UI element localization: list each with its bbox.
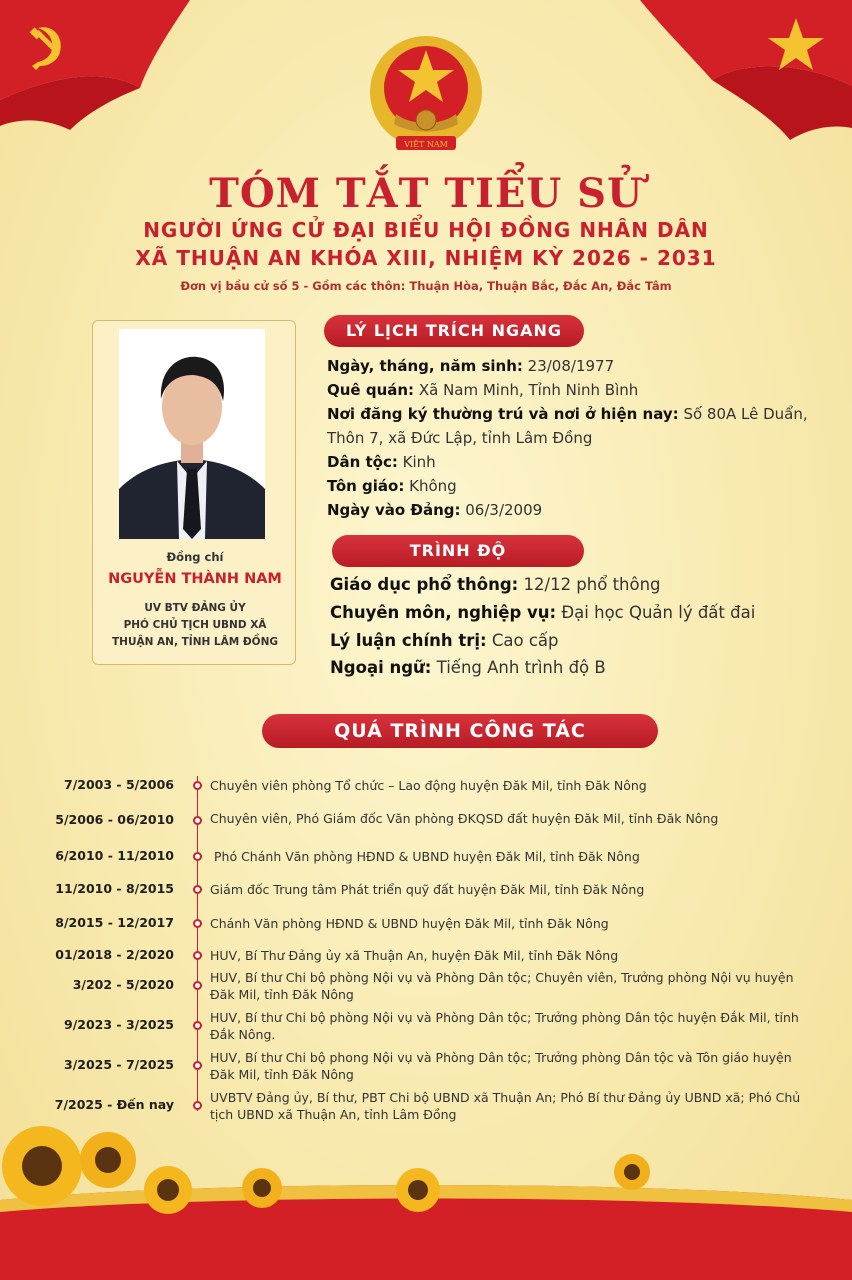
subtitle-line-1: NGƯỜI ỨNG CỬ ĐẠI BIỂU HỘI ĐỒNG NHÂN DÂN	[143, 218, 709, 242]
national-emblem-icon	[366, 36, 486, 158]
timeline-description: HUV, Bí Thư Đảng ủy xã Thuận An, huyện Đăk Mil, tỉnh Đăk Nông	[210, 948, 619, 963]
timeline-dot-icon	[193, 852, 202, 861]
timeline-period: 7/2003 - 5/2006	[64, 777, 174, 792]
position-line: THUẬN AN, TỈNH LÂM ĐỒNG	[112, 636, 278, 648]
position-line: PHÓ CHỦ TỊCH UBND XÃ	[123, 619, 267, 631]
timeline-period: 6/2010 - 11/2010	[55, 848, 174, 863]
candidate-photo	[119, 329, 265, 539]
general-education-value: 12/12 phổ thông	[523, 575, 661, 594]
timeline-dot-icon	[193, 981, 202, 990]
candidate-name: NGUYỄN THÀNH NAM	[108, 571, 282, 587]
sunflower-icon	[396, 1168, 440, 1212]
general-education-label: Giáo dục phổ thông:	[330, 575, 519, 594]
timeline-period: 7/2025 - Đến nay	[54, 1097, 174, 1112]
electoral-unit: Đơn vị bầu cử số 5 - Gồm các thôn: Thuận Hòa, Thuận Bắc, Đắc An, Đắc Tâm	[180, 279, 672, 293]
hometown-value: Xã Nam Minh, Tỉnh Ninh Bình	[418, 381, 639, 399]
candidate-salutation: Đồng chí	[166, 550, 224, 564]
timeline-description: HUV, Bí thư Chi bộ phong Nội vụ và Phòng Dân tộc; Trưởng phòng Dân tộc và Tôn giáo huyện Đăk Mil, tỉnh Đăk Nông	[210, 1050, 792, 1082]
political-theory-row	[330, 629, 559, 653]
career-section-title: QUÁ TRÌNH CÔNG TÁC	[262, 714, 658, 748]
timeline-dot-icon	[193, 919, 202, 928]
party-date-row	[327, 498, 542, 522]
religion-row	[327, 474, 457, 498]
portrait-illustration	[119, 329, 265, 539]
birth-date-label: Ngày, tháng, năm sinh:	[327, 357, 523, 375]
timeline-dot-icon	[193, 951, 202, 960]
timeline-dot-icon	[193, 781, 202, 790]
timeline-description: Chánh Văn phòng HĐND & UBND huyện Đăk Mil, tỉnh Đăk Nông	[210, 916, 609, 931]
timeline-description: Phó Chánh Văn phòng HĐND & UBND huyện Đăk Mil, tỉnh Đăk Nông	[214, 849, 640, 864]
position-line: UV BTV ĐẢNG ỦY	[144, 602, 246, 614]
timeline-dot-icon	[193, 1021, 202, 1030]
timeline-period: 3/202 - 5/2020	[72, 977, 174, 992]
sunflower-icon	[242, 1168, 282, 1208]
political-theory-value: Cao cấp	[491, 631, 559, 650]
hometown-row	[327, 378, 638, 402]
profile-section-title: LÝ LỊCH TRÍCH NGANG	[324, 315, 584, 347]
timeline-period: 11/2010 - 8/2015	[55, 881, 174, 896]
timeline-period: 5/2006 - 06/2010	[55, 812, 174, 827]
timeline-description: HUV, Bí thư Chi bộ phòng Nội vụ và Phòng Dân tộc; Trưởng phòng Dân tộc huyện Đắk Mil, tỉnh Đắk Nông.	[210, 1010, 799, 1042]
birth-date-value: 23/08/1977	[527, 357, 615, 375]
sunflower-icon	[80, 1132, 136, 1188]
residence-value-cont: Thôn 7, xã Đức Lập, tỉnh Lâm Đồng	[327, 429, 593, 447]
sunflower-icon	[614, 1154, 650, 1190]
party-date-value: 06/3/2009	[465, 501, 543, 519]
education-section-title: TRÌNH ĐỘ	[332, 535, 584, 567]
ethnicity-value: Kinh	[402, 453, 436, 471]
ethnicity-row	[327, 450, 436, 474]
timeline-description: Chuyên viên phòng Tổ chức – Lao động huyện Đăk Mil, tỉnh Đăk Nông	[210, 778, 647, 793]
timeline-description: Giám đốc Trung tâm Phát triển quỹ đất huyện Đăk Mil, tỉnh Đăk Nông	[210, 882, 645, 897]
subtitle-line-2: XÃ THUẬN AN KHÓA XIII, NHIỆM KỲ 2026 - 2031	[135, 246, 717, 270]
general-education-row	[330, 573, 661, 597]
timeline-dot-icon	[193, 1061, 202, 1070]
ethnicity-label: Dân tộc:	[327, 453, 398, 471]
residence-label: Nơi đăng ký thường trú và nơi ở hiện nay:	[327, 405, 679, 423]
professional-row	[330, 601, 755, 625]
timeline-dot-icon	[193, 816, 202, 825]
candidate-card	[92, 320, 296, 665]
sunflower-icon	[144, 1166, 192, 1214]
political-theory-label: Lý luận chính trị:	[330, 631, 487, 650]
emblem-text: VIỆT NAM	[404, 140, 448, 149]
birth-date-row	[327, 354, 614, 378]
bottom-decoration	[0, 1120, 852, 1280]
timeline-description: Chuyên viên, Phó Giám đốc Văn phòng ĐKQSD đất huyện Đăk Mil, tỉnh Đăk Nông	[210, 811, 719, 826]
religion-value: Không	[409, 477, 457, 495]
timeline-period: 01/2018 - 2/2020	[55, 947, 174, 962]
timeline-dot-icon	[193, 1101, 202, 1110]
timeline-period: 3/2025 - 7/2025	[64, 1057, 174, 1072]
sunflower-icon	[2, 1126, 82, 1206]
timeline-dot-icon	[193, 885, 202, 894]
language-label: Ngoại ngữ:	[330, 658, 432, 677]
party-date-label: Ngày vào Đảng:	[327, 501, 461, 519]
timeline-period: 8/2015 - 12/2017	[55, 915, 174, 930]
timeline-description: HUV, Bí thư Chi bộ phòng Nội vụ và Phòng Dân tộc; Chuyên viên, Trưởng phòng Nội vụ huyện Đăk Mil, tỉnh Đăk Nông	[210, 970, 794, 1002]
religion-label: Tôn giáo:	[327, 477, 405, 495]
candidate-position	[93, 600, 297, 651]
timeline-description: UVBTV Đảng ủy, Bí thư, PBT Chi bộ UBND xã Thuận An; Phó Bí thư Đảng ủy UBND xã; Phó Chủ tịch UBND xã Thuận An, tỉnh Lâm Đồng	[210, 1090, 801, 1122]
residence-value: Số 80A Lê Duẩn,	[683, 405, 808, 423]
professional-value: Đại học Quản lý đất đai	[561, 603, 756, 622]
language-row	[330, 656, 606, 680]
language-value: Tiếng Anh trình độ B	[436, 658, 606, 677]
professional-label: Chuyên môn, nghiệp vụ:	[330, 603, 557, 622]
residence-row	[327, 402, 817, 450]
page-title: TÓM TẮT TIỂU SỬ	[209, 170, 643, 217]
hometown-label: Quê quán:	[327, 381, 415, 399]
timeline-period: 9/2023 - 3/2025	[64, 1017, 174, 1032]
